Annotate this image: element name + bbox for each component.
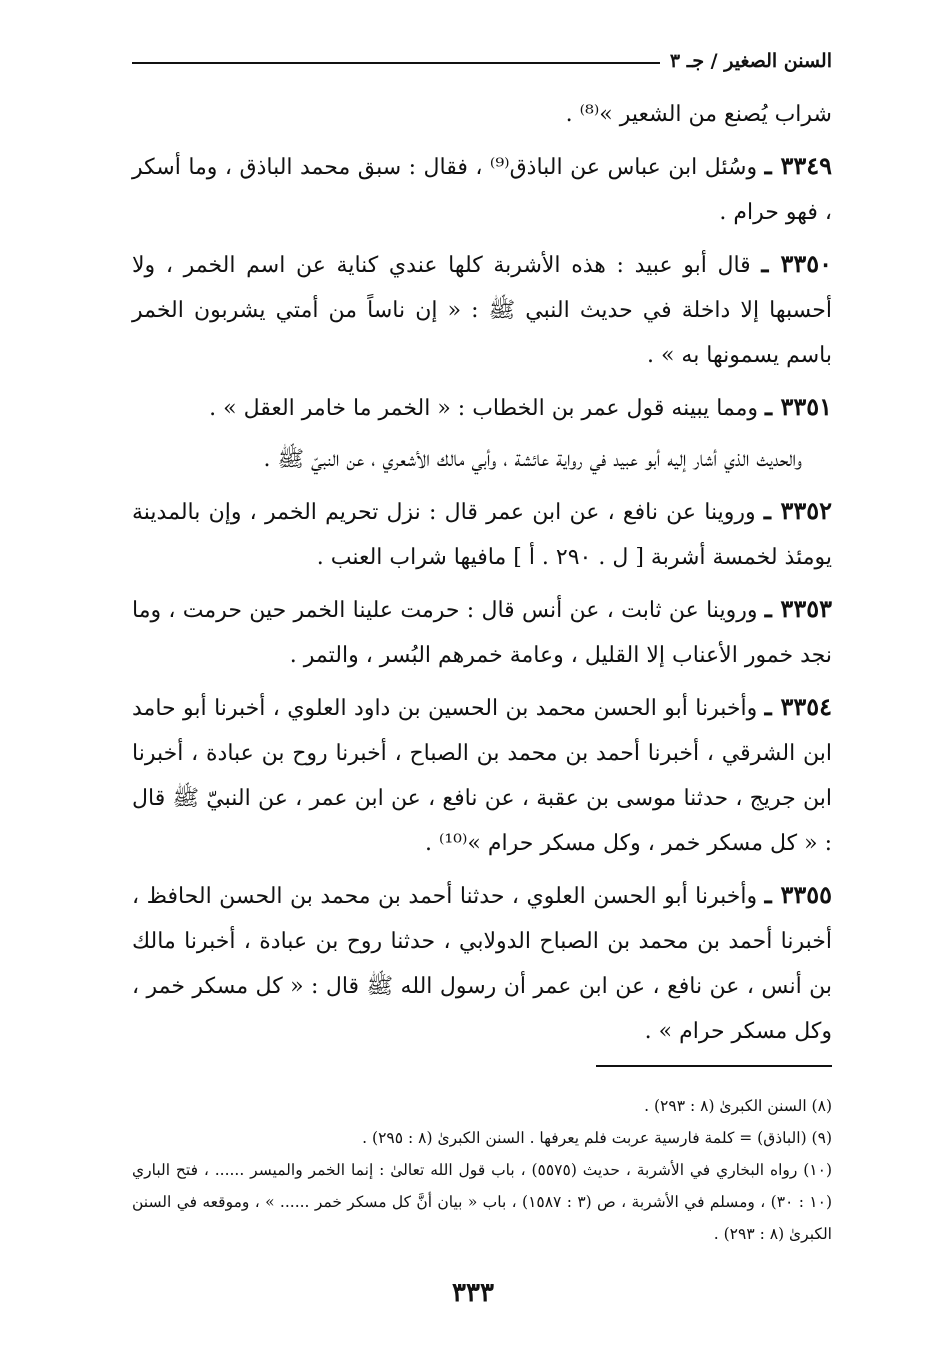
running-header-title: السنن الصغير / جـ ٣ (669, 50, 832, 72)
hadith-number: ٣٣٥١ ـ (765, 392, 832, 421)
hadith-3349 (132, 143, 832, 235)
running-header (132, 38, 832, 72)
paragraph-text: شراب يُصنع من الشعير »⁽⁸⁾ . (565, 102, 832, 127)
footnotes (132, 1090, 832, 1250)
hadith-number: ٣٣٤٩ ـ (764, 151, 833, 180)
main-text (132, 92, 832, 1060)
hadith-number: ٣٣٥٤ ـ (764, 692, 832, 721)
footnote-9: (٩) (الباذق) = كلمة فارسية عربت فلم يعرفها . السنن الكبرىٰ (٨ : ٢٩٥) . (362, 1129, 832, 1147)
footnote-separator (596, 1065, 832, 1067)
paragraph-text: وروينا عن نافع ، عن ابن عمر قال : نزل تحريم الخمر ، وإن بالمدينة يومئذ لخمسة أشربة [ ل . ٢٩٠ . أ ] مافيها شراب العنب . (132, 500, 832, 570)
hadith-number: ٣٣٥٣ ـ (764, 594, 832, 623)
hadith-3352 (132, 488, 832, 580)
paragraph (132, 437, 832, 482)
footnote-8: (٨) السنن الكبرىٰ (٨ : ٢٩٣) . (644, 1097, 832, 1115)
paragraph (132, 92, 832, 137)
paragraph-text: وأخبرنا أبو الحسن محمد بن الحسين بن داود العلوي ، أخبرنا أبو حامد ابن الشرقي ، أخبرنا أحمد بن محمد بن الصباح ، أخبرنا روح بن عبادة ، أخبرنا ابن جريج ، حدثنا موسى بن عقبة ، عن نافع ، عن ابن عمر ، عن النبيّ ﷺ قال : « كل مسكر خمر ، وكل مسكر حرام »⁽¹⁰⁾ . (132, 696, 832, 856)
hadith-number: ٣٣٥٢ ـ (763, 496, 833, 525)
paragraph-text: وسُئل ابن عباس عن الباذق⁽⁹⁾ ، فقال : سبق محمد الباذق ، وما أسكر ، فهو حرام . (132, 155, 832, 225)
hadith-number: ٣٣٥٠ ـ (761, 249, 832, 278)
paragraph-text: والحديث الذي أشار إليه أبو عبيد في رواية عائشة ، وأبي مالك الأشعري ، عن النبيّ ﷺ . (263, 447, 802, 472)
footnote-10: (١٠) رواه البخاري في الأشربة ، حديث (٥٥٧٥) ، باب قول الله تعالىٰ : إنما الخمر والميسر ...... ، فتح الباري (١٠ : ٣٠) ، ومسلم في الأشربة ، ص (٣ : ١٥٨٧) ، باب « بيان أنَّ كل مسكر خمر ...... » ، وموقعه في السنن الكبرىٰ (٨ : ٢٩٣) . (132, 1161, 832, 1243)
hadith-3351 (132, 384, 832, 431)
paragraph-text: وروينا عن ثابت ، عن أنس قال : حرمت علينا الخمر حين حرمت ، وما نجد خمور الأعناب إلا القليل ، وعامة خمرهم البُسر ، والتمر . (132, 598, 832, 668)
page-number: ٣٣٣ (452, 1278, 494, 1308)
hadith-3354 (132, 684, 832, 866)
paragraph-text: وأخبرنا أبو الحسن العلوي ، حدثنا أحمد بن محمد بن الحسن الحافظ ، أخبرنا أحمد بن محمد بن الصباح الدولابي ، حدثنا روح بن عبادة ، أخبرنا مالك بن أنس ، عن نافع ، عن ابن عمر أن رسول الله ﷺ قال : « كل مسكر خمر ، وكل مسكر حرام » . (132, 884, 832, 1044)
hadith-number: ٣٣٥٥ ـ (764, 880, 832, 909)
hadith-3355 (132, 872, 832, 1054)
paragraph-text: ومما يبينه قول عمر بن الخطاب : « الخمر ما خامر العقل » . (209, 396, 759, 421)
hadith-3353 (132, 586, 832, 678)
paragraph-text: قال أبو عبيد : هذه الأشربة كلها عندي كناية عن اسم الخمر ، ولا أحسبها إلا داخلة في حديث النبي ﷺ : « إن ناساً من أمتي يشربون الخمر باسم يسمونها به » . (132, 253, 832, 368)
header-rule (132, 62, 660, 64)
hadith-3350 (132, 241, 832, 378)
